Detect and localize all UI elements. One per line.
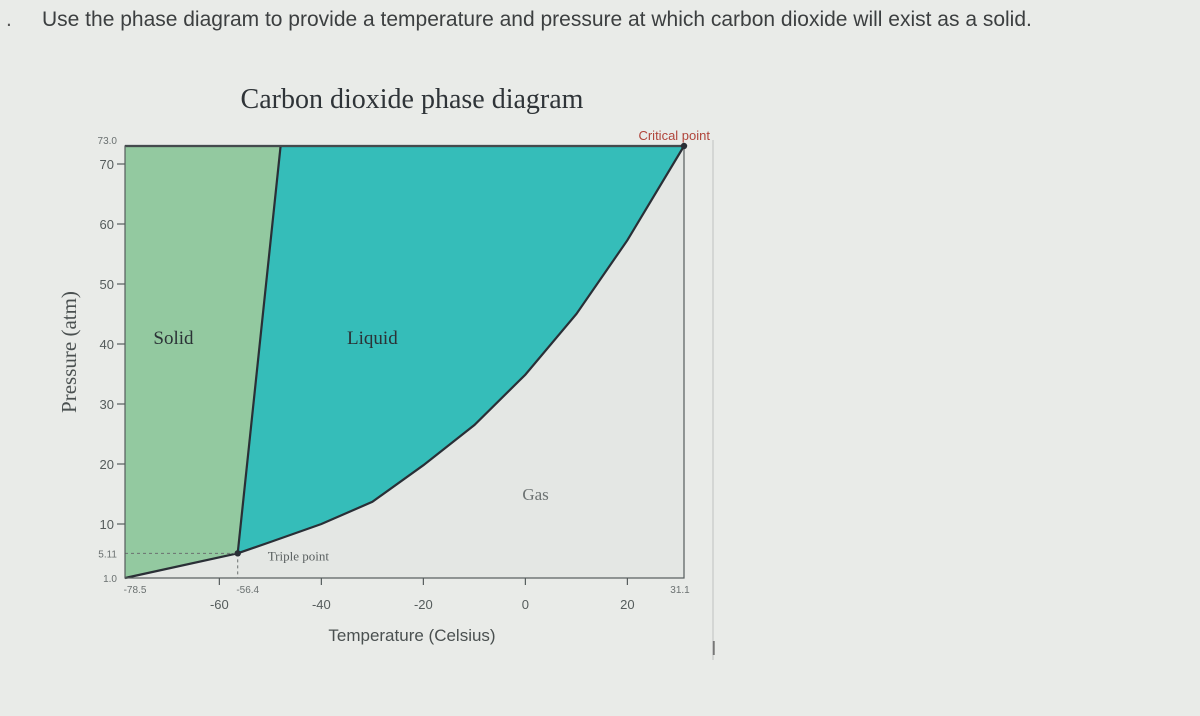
chart-title: Carbon dioxide phase diagram (240, 84, 584, 115)
y-special-label: 5.11 (98, 549, 117, 561)
y-tick-label: 60 (99, 217, 114, 232)
y-tick-label: 50 (99, 277, 114, 292)
critical-point-label: Critical point (638, 128, 710, 143)
x-special-label: -56.4 (236, 585, 260, 596)
region-label-liquid: Liquid (347, 328, 398, 349)
region-label-solid: Solid (153, 328, 194, 349)
y-axis-label: Pressure (atm) (57, 291, 81, 413)
x-special-label: -78.5 (123, 585, 147, 596)
y-special-label: 1.0 (103, 574, 117, 585)
y-tick-label: 30 (99, 397, 114, 412)
y-tick-label: 70 (99, 157, 114, 172)
plot-area (98, 128, 711, 612)
text-cursor-mark: I (711, 638, 717, 660)
y-tick-label: 40 (99, 337, 114, 352)
x-tick-label: -20 (413, 597, 433, 612)
x-special-label: 31.1 (670, 585, 690, 596)
triple-point-label: Triple point (267, 548, 329, 564)
triple-point-marker (235, 550, 241, 556)
y-special-label: 73.0 (97, 136, 117, 147)
x-tick-label: 20 (620, 597, 635, 612)
x-tick-label: -40 (311, 597, 331, 612)
leading-mark: . (6, 8, 12, 31)
y-tick-label: 20 (99, 457, 114, 472)
question-text: Use the phase diagram to provide a temperature and pressure at which carbon dioxide will exist as a solid. (42, 8, 1032, 31)
critical-point-marker (681, 143, 687, 149)
x-tick-label: 0 (521, 597, 529, 612)
y-tick-label: 10 (99, 517, 114, 532)
x-axis-label: Temperature (Celsius) (328, 626, 496, 645)
x-tick-label: -60 (209, 597, 229, 612)
region-label-gas: Gas (522, 485, 549, 504)
